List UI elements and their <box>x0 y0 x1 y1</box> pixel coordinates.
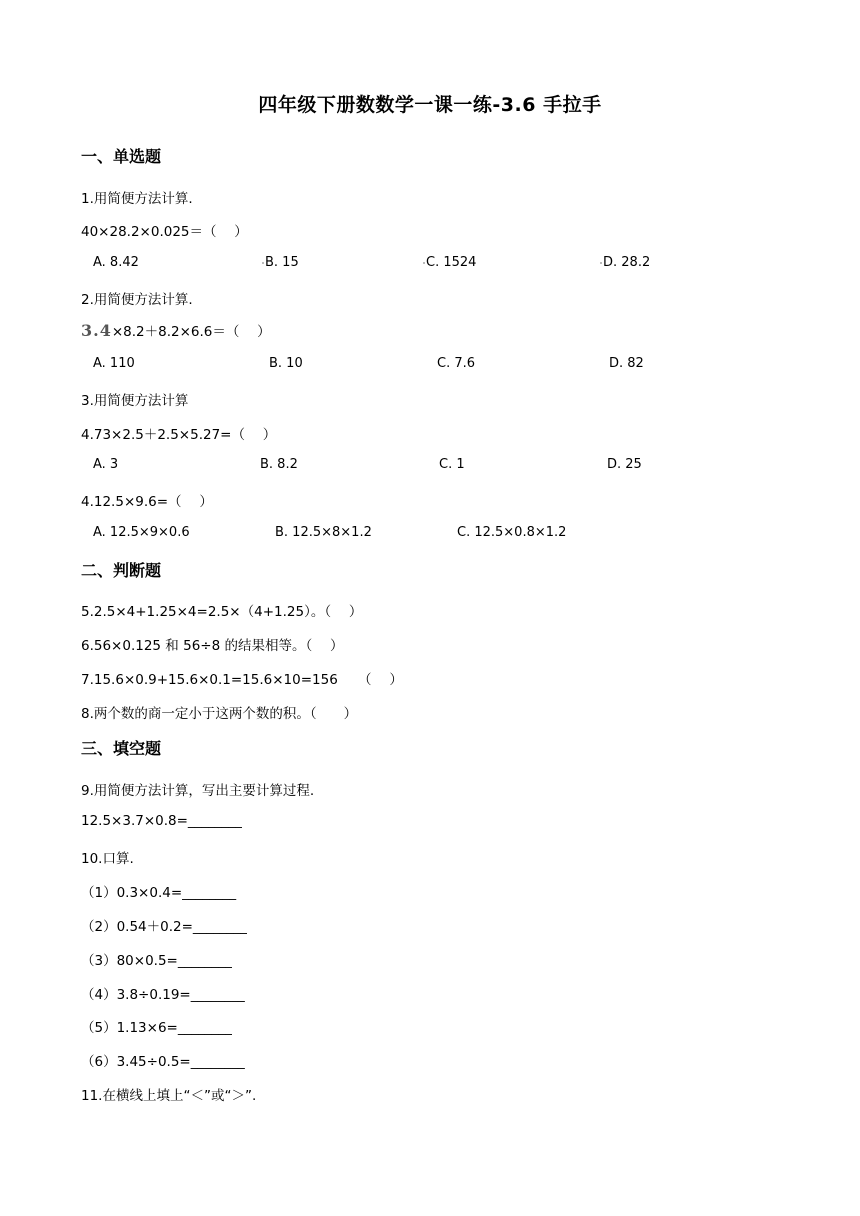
question-1-option-d-label: D. 28.2 <box>603 255 651 270</box>
question-1-option-b <box>262 255 299 270</box>
question-1-option-b-label: B. 15 <box>265 255 299 270</box>
question-8: 8.两个数的商一定小于这两个数的积。（ ） <box>81 706 358 722</box>
question-3-stem: 3.用简便方法计算 <box>81 393 189 409</box>
question-4-option-a: A. 12.5×9×0.6 <box>93 525 190 540</box>
question-2-expression-rest: ×8.2＋8.2×6.6＝（ ） <box>111 324 271 340</box>
question-9-stem: 9.用简便方法计算，写出主要计算过程. <box>81 783 315 799</box>
question-1-option-d <box>600 255 650 270</box>
question-3-option-a: A. 3 <box>93 457 119 472</box>
option-marker-icon <box>262 262 264 264</box>
question-2-option-c: C. 7.6 <box>437 356 476 371</box>
section-heading-fill-in: 三、填空题 <box>81 739 162 758</box>
question-10-item-5: （5）1.13×6=________ <box>81 1020 232 1036</box>
question-1-expression: 40×28.2×0.025＝（ ） <box>81 224 248 240</box>
question-2-stem: 2.用简便方法计算. <box>81 292 193 308</box>
question-3-option-b: B. 8.2 <box>260 457 298 472</box>
question-7: 7.15.6×0.9+15.6×0.1=15.6×10=156 （ ） <box>81 672 403 688</box>
question-1-stem: 1.用简便方法计算. <box>81 191 193 207</box>
question-3-expression: 4.73×2.5＋2.5×5.27=（ ） <box>81 427 277 443</box>
question-2-option-b: B. 10 <box>269 356 303 371</box>
question-11-stem: 11.在横线上填上“＜”或“＞”. <box>81 1088 257 1104</box>
section-heading-true-false: 二、判断题 <box>81 561 162 580</box>
question-10-item-4: （4）3.8÷0.19=________ <box>81 987 245 1003</box>
question-3-option-c: C. 1 <box>439 457 465 472</box>
question-10-item-6: （6）3.45÷0.5=________ <box>81 1054 245 1070</box>
question-1-option-c-label: C. 1524 <box>426 255 477 270</box>
question-1-option-a: A. 8.42 <box>93 255 139 270</box>
question-4-expression: 4.12.5×9.6=（ ） <box>81 494 213 510</box>
question-10-item-3: （3）80×0.5=________ <box>81 953 232 969</box>
question-5: 5.2.5×4+1.25×4=2.5×（4+1.25）。（ ） <box>81 604 363 620</box>
question-4-option-b: B. 12.5×8×1.2 <box>275 525 372 540</box>
question-10-item-2: （2）0.54＋0.2=________ <box>81 919 247 935</box>
question-6: 6.56×0.125 和 56÷8 的结果相等。（ ） <box>81 638 344 654</box>
question-2-expression <box>81 320 271 340</box>
question-4-option-c: C. 12.5×0.8×1.2 <box>457 525 567 540</box>
question-10-stem: 10.口算. <box>81 851 134 867</box>
section-heading-single-choice: 一、单选题 <box>81 147 162 166</box>
option-marker-icon <box>423 262 425 264</box>
page-title: 四年级下册数数学一课一练-3.6 手拉手 <box>258 94 602 116</box>
question-2-option-d: D. 82 <box>609 356 644 371</box>
question-10-item-1: （1）0.3×0.4=________ <box>81 885 237 901</box>
option-marker-icon <box>600 262 602 264</box>
question-1-option-c <box>423 255 476 270</box>
question-9-expression: 12.5×3.7×0.8=________ <box>81 813 242 829</box>
question-2-option-a: A. 110 <box>93 356 135 371</box>
question-2-expression-lead: 3.4 <box>81 321 112 340</box>
question-3-option-d: D. 25 <box>607 457 642 472</box>
